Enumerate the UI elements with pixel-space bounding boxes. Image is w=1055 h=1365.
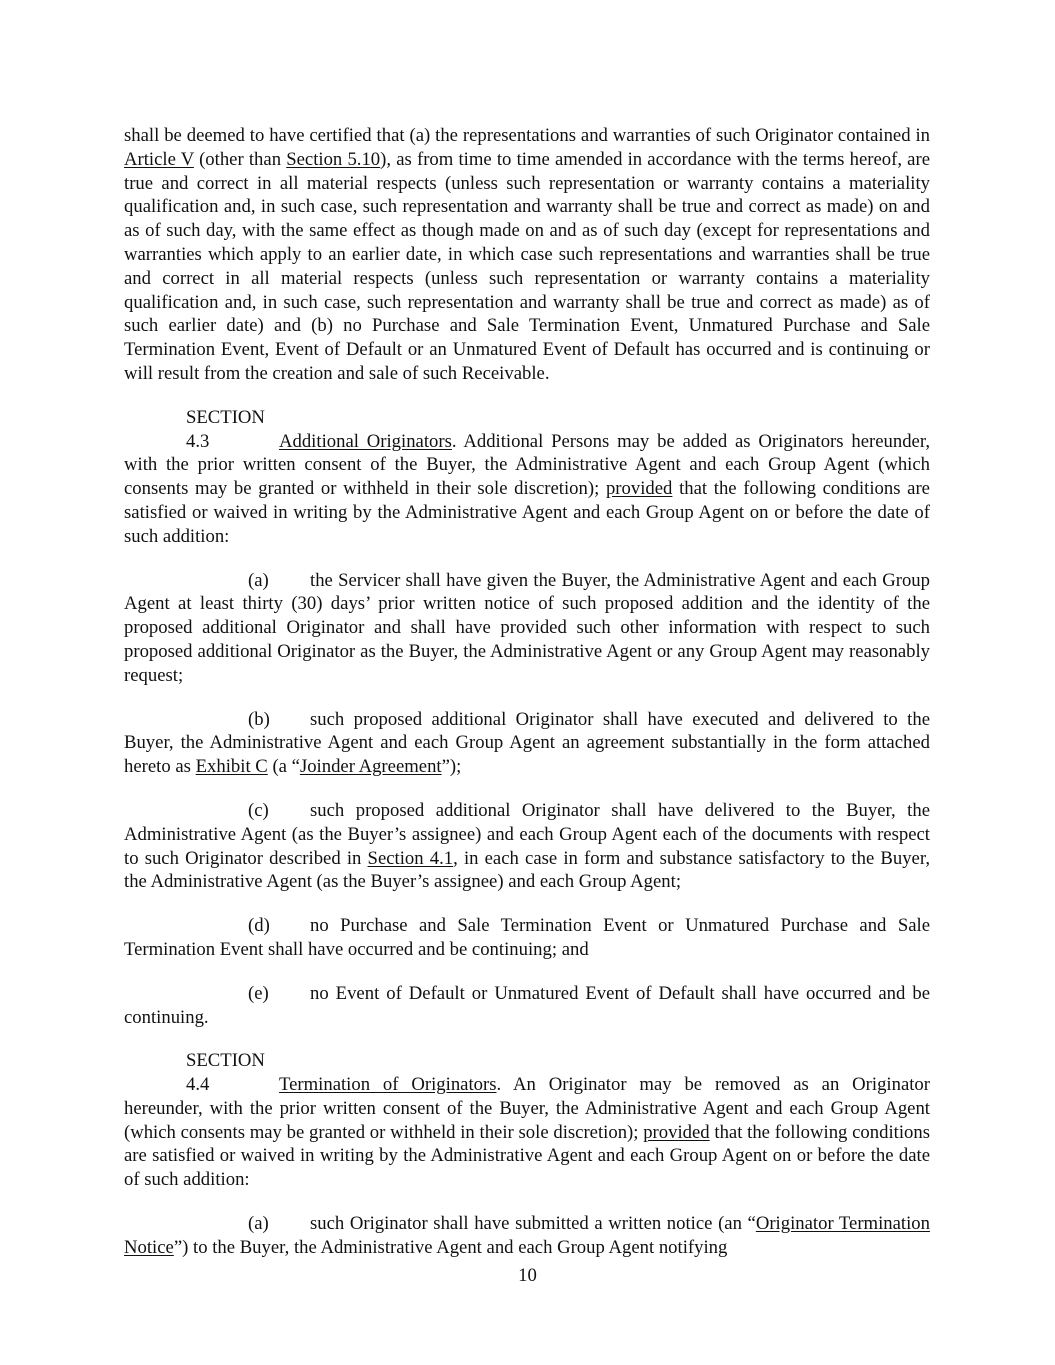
section-label: SECTION 4.4 — [186, 1050, 265, 1096]
text: (a “ — [267, 756, 300, 778]
clause-4-3-a — [124, 569, 930, 688]
clause-label: (b) — [248, 708, 270, 730]
exhibit-c-reference: Exhibit C — [195, 756, 268, 778]
originator-termination-notice-term: Originator Termination Notice — [124, 1213, 930, 1258]
text: that the following conditions are satisfied or waived in writing by the Administrative Agent and each Group Agent on or before the date of such addition: — [124, 478, 930, 547]
clause-4-3-e — [124, 982, 930, 1030]
section-4-4 — [124, 1049, 930, 1192]
article-v-reference: Article V — [124, 148, 194, 170]
section-title: Additional Originators — [279, 430, 452, 452]
text: ), as from time to time amended in accordance with the terms hereof, are true and correct in all material respects (unless such representation or warranty contains a materiality qualification and, in such case, such representation and warranty shall be true and correct as made) on and as of such day, with the same effect as though made on and as of such day (except for representations and warranties which apply to an earlier date, in which case such representations and warranties shall be true and correct in all material respects (unless such representation or warranty contains a materiality qualification and, in such case, such representation and warranty shall be true and correct as made) as of such earlier date) and (b) no Purchase and Sale Termination Event, Unmatured Purchase and Sale Termination Event, Event of Default or an Unmatured Event of Default has occurred and is continuing or will result from the creation and sale of such Receivable. — [124, 148, 930, 384]
section-title: Termination of Originators — [279, 1074, 497, 1096]
section-4-1-reference: Section 4.1 — [367, 847, 454, 869]
clause-label: (a) — [248, 1213, 269, 1235]
clause-text: such Originator shall have submitted a written notice (an “ — [310, 1213, 756, 1235]
text: , in each case in form and substance satisfactory to the Buyer, the Administrative Agent (as the Buyer’s assignee) and each Group Agent; — [124, 847, 930, 893]
clause-label: (d) — [248, 915, 270, 937]
clause-text: such proposed additional Originator shall have delivered to the Buyer, the Administrative Agent (as the Buyer’s assignee) and each Group Agent each of the documents with respect to such Originator described in — [124, 799, 930, 869]
text: . Additional Persons may be added as Originators hereunder, with the prior written consent of the Buyer, the Administrative Agent and each Group Agent (which consents may be granted or withheld in their sole discretion); — [124, 430, 930, 500]
provided-term: provided — [643, 1121, 710, 1143]
paragraph-certification — [124, 124, 930, 386]
clause-text: such proposed additional Originator shall have executed and delivered to the Buyer, the Administrative Agent and each Group Agent an agreement substantially in the form attached hereto as — [124, 708, 930, 778]
section-label: SECTION 4.3 — [186, 406, 265, 452]
clause-label: (c) — [248, 799, 269, 821]
clause-text: no Purchase and Sale Termination Event or Unmatured Purchase and Sale Termination Event shall have occurred and be continuing; and — [124, 915, 930, 960]
text: . An Originator may be removed as an Originator hereunder, with the prior written consent of the Buyer, the Administrative Agent and each Group Agent (which consents may be granted or withheld in their sole discretion); — [124, 1074, 930, 1143]
clause-text: the Servicer shall have given the Buyer, the Administrative Agent and each Group Agent at least thirty (30) days’ prior written notice of such proposed addition and the identity of the proposed additional Originator and shall have provided such other information with respect to such proposed additional Originator as the Buyer, the Administrative Agent or any Group Agent may reasonably request; — [124, 569, 930, 686]
joinder-agreement-term: Joinder Agreement — [299, 756, 442, 778]
clause-4-4-a — [124, 1212, 930, 1260]
text: that the following conditions are satisfied or waived in writing by the Administrative Agent and each Group Agent on or before the date of such addition: — [124, 1121, 930, 1191]
provided-term: provided — [605, 478, 673, 500]
text: ”) to the Buyer, the Administrative Agent and each Group Agent notifying — [173, 1236, 728, 1258]
text: (other than — [193, 148, 287, 170]
clause-label: (e) — [248, 982, 269, 1004]
section-4-3 — [124, 406, 930, 549]
clause-label: (a) — [248, 569, 269, 591]
clause-4-3-d — [124, 914, 930, 962]
text: ”); — [441, 756, 462, 778]
clause-4-3-b — [124, 708, 930, 779]
document-page — [124, 124, 930, 1280]
page-number: 10 — [518, 1265, 537, 1286]
clause-text: no Event of Default or Unmatured Event of Default shall have occurred and be continuing. — [124, 982, 930, 1028]
clause-4-3-c — [124, 799, 930, 894]
text: shall be deemed to have certified that (a) the representations and warranties of such Originator contained in — [124, 125, 930, 146]
section-5-10-reference: Section 5.10 — [286, 148, 381, 170]
